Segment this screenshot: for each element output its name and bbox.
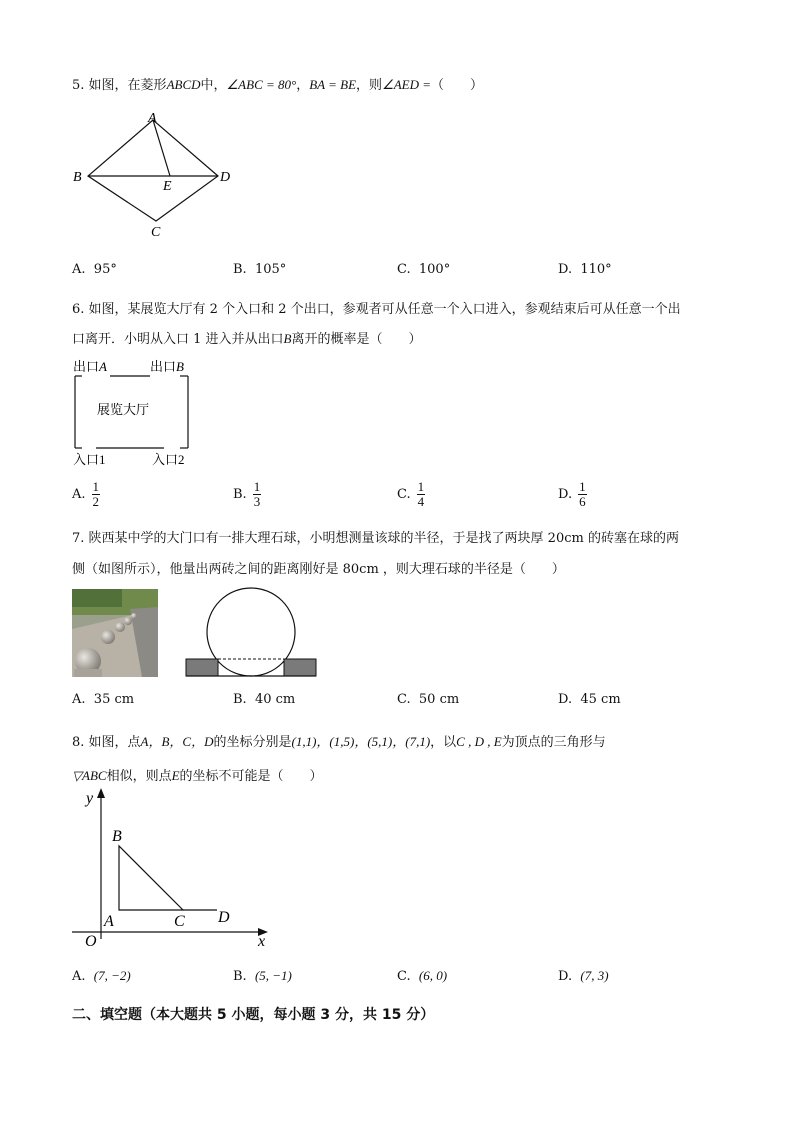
q6-option-d[interactable]: D. $\frac{1}{6}$ [558, 479, 586, 509]
marble-balls-photo [72, 589, 158, 677]
hall-label: 展览大厅 [97, 402, 150, 417]
q8-option-a[interactable]: A. (7, −2) [72, 968, 131, 984]
q6-hall-diagram [70, 356, 200, 471]
point-b-label: B [73, 170, 82, 185]
entry-1-label: 入口1 [73, 452, 106, 467]
q8-stem-line2: ▽ABC相似，则点E的坐标不可能是（ ） [72, 768, 323, 784]
q7-option-c[interactable]: C. 50 cm [397, 692, 460, 707]
point-d-label: D [220, 170, 231, 185]
exit-b-label: 出口B [150, 359, 184, 374]
q7-stem-line1: 7. 陕西某中学的大门口有一排大理石球，小明想测量该球的半径，于是找了两块厚 20cm 的砖塞在球的两 [72, 531, 679, 546]
point-a-label: A [104, 913, 114, 930]
point-e-label: E [163, 179, 172, 194]
q6-option-c[interactable]: C. $\frac{1}{4}$ [397, 479, 425, 509]
q8-option-d[interactable]: D. (7, 3) [558, 968, 609, 984]
q6-stem-line1: 6. 如图，某展览大厅有 2 个入口和 2 个出口，参观者可从任意一个入口进入，参观结束后可从任意一个出 [72, 302, 681, 317]
q5-rhombus-figure [70, 108, 240, 243]
section-2-heading: 二、填空题（本大题共 5 小题，每小题 3 分，共 15 分） [72, 1007, 435, 1023]
q7-option-d[interactable]: D. 45 cm [558, 692, 621, 707]
point-a-label: A [148, 111, 157, 126]
q5-option-b[interactable]: B. 105° [233, 262, 287, 277]
q5-option-a[interactable]: A. 95° [72, 262, 117, 277]
q8-stem-line1: 8. 如图，点A，B，C，D的坐标分别是(1,1)，(1,5)，(5,1)，(7,1)，以C , D , E为顶点的三角形与 [72, 734, 606, 750]
q5-option-c[interactable]: C. 100° [397, 262, 451, 277]
x-axis-label: x [258, 933, 266, 950]
q7-ball-diagram [184, 586, 320, 680]
y-axis-label: y [86, 790, 94, 807]
q7-option-b[interactable]: B. 40 cm [233, 692, 296, 707]
point-d-label: D [218, 909, 230, 926]
q8-option-c[interactable]: C. (6, 0) [397, 968, 448, 984]
q6-option-a[interactable]: A. $\frac{1}{2}$ [72, 479, 100, 509]
q6-option-b[interactable]: B. $\frac{1}{3}$ [233, 479, 261, 509]
point-b-label: B [112, 828, 122, 845]
point-c-label: C [151, 225, 161, 240]
q6-stem-line2: 口离开．小明从入口 1 进入并从出口B离开的概率是（ ） [72, 331, 422, 347]
q7-stem-line2: 侧（如图所示），他量出两砖之间的距离刚好是 80cm ，则大理石球的半径是（ ） [72, 562, 565, 577]
entry-2-label: 入口2 [152, 452, 185, 467]
q5-stem: 5. 如图，在菱形ABCD中，∠ABC = 80°，BA = BE，则∠AED =（ ） [72, 77, 484, 93]
point-c-label: C [174, 913, 185, 930]
exit-a-label: 出口A [73, 359, 107, 374]
q5-option-d[interactable]: D. 110° [558, 262, 612, 277]
origin-label: O [85, 933, 97, 950]
q7-option-a[interactable]: A. 35 cm [72, 692, 135, 707]
q8-coordinate-figure [70, 784, 280, 954]
q8-option-b[interactable]: B. (5, −1) [233, 968, 292, 984]
